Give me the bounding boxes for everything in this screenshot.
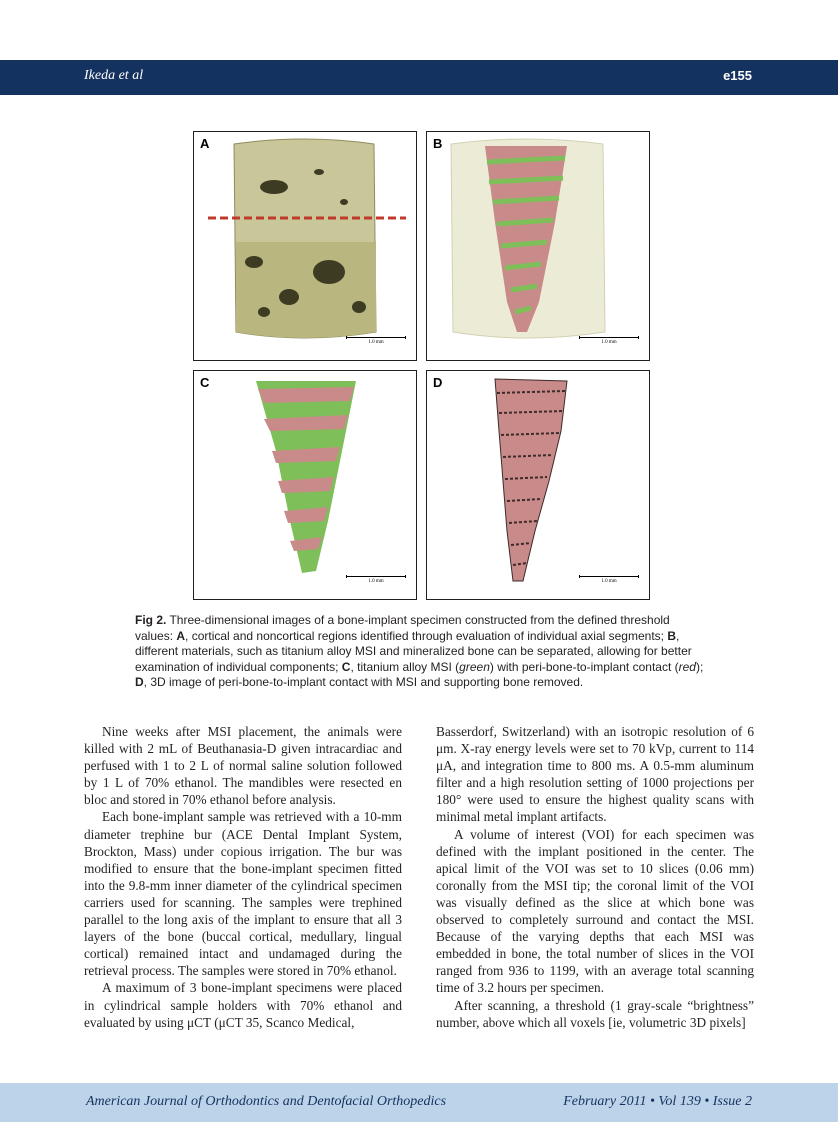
panel-letter: B — [433, 136, 443, 151]
figure-caption: Fig 2. Three-dimensional images of a bone-implant specimen constructed from the defined threshold values: A, cortical and noncortical regions identified through evaluation of individual axial segments; B, different materials, such as titanium alloy MSI and mineralized bone can be separated, allowing for better examination of individual components; C, titanium alloy MSI (green) with peri-bone-to-implant contact (red); D, 3D image of peri-bone-to-implant contact with MSI and supporting bone removed. — [135, 613, 704, 689]
separated-materials-image — [427, 132, 649, 360]
scale-bar-label: 1.0 mm — [601, 340, 617, 345]
running-footer — [0, 1083, 838, 1122]
body-column-left — [84, 723, 402, 1031]
paragraph: Each bone-implant sample was retrieved with a 10-mm diameter trephine bur (ACE Dental Implant System, Brockton, Mass) under copious irrigation. The bur was modified to ensure that the bone-implant specimen fitted into the 9.8-mm inner diameter of the cylindrical specimen carriers used for scanning. The samples were trephined parallel to the long axis of the implant to ensure that all 3 layers of the bone (buccal cortical, medullary, lingual cortical) remained intact and undamaged during the retrieval process. The samples were stored in 70% ethanol. — [84, 809, 402, 979]
scale-bar-label: 1.0 mm — [601, 579, 617, 584]
implant-contact-image — [194, 371, 416, 599]
scale-bar — [579, 575, 639, 589]
scale-bar — [346, 575, 406, 589]
figure-panel-b — [426, 131, 650, 361]
panel-letter: D — [433, 375, 443, 390]
bone-specimen-image — [194, 132, 416, 360]
peri-implant-contact-image — [427, 371, 649, 599]
figure-panel-a — [193, 131, 417, 361]
scale-bar-label: 1.0 mm — [368, 579, 384, 584]
scale-bar — [346, 336, 406, 350]
panel-letter: C — [200, 375, 210, 390]
running-header — [0, 60, 838, 95]
paragraph: A volume of interest (VOI) for each specimen was defined with the implant positioned in the center. The apical limit of the VOI was set to 10 slices (0.06 mm) coronally from the MSI tip; the coronal limit of the VOI was visually defined as the slice at which bone was observed to completely surround and contact the MSI. Because of the varying depths that each MSI was embedded in bone, the total number of slices in the VOI ranged from 936 to 1199, with an average total scanning time of 3.2 hours per specimen. — [436, 826, 754, 996]
journal-title: American Journal of Orthodontics and Dentofacial Orthopedics — [86, 1094, 447, 1109]
scale-bar — [579, 336, 639, 350]
page-number: e155 — [723, 68, 752, 83]
scale-bar-label: 1.0 mm — [368, 340, 384, 345]
body-column-right — [436, 723, 754, 1031]
figure-panel-d — [426, 370, 650, 600]
paragraph: After scanning, a threshold (1 gray-scale “brightness” number, above which all voxels [ie, volumetric 3D pixels] — [436, 997, 754, 1030]
paragraph: Basserdorf, Switzerland) with an isotropic resolution of 6 μm. X-ray energy levels were set to 70 kVp, current to 114 μA, and integration time to 800 ms. A 0.5-mm aluminum filter and a high resolution setting of 1000 projections per 180° were used to ensure the highest quality scans with minimal metal implant artifacts. — [436, 724, 754, 825]
panel-letter: A — [200, 136, 210, 151]
figure-panel-c — [193, 370, 417, 600]
paragraph: A maximum of 3 bone-implant specimens were placed in cylindrical sample holders with 70% ethanol and evaluated by using μCT (μCT 35, Scanco Medical, — [84, 980, 402, 1030]
caption-label: Fig 2. — [135, 613, 167, 627]
paragraph: Nine weeks after MSI placement, the animals were killed with 2 mL of Beuthanasia-D given intracardiac and perfused with 1 to 2 L of normal saline solution followed by 1 L of 70% ethanol. The mandibles were resected en bloc and stored in 70% ethanol before analysis. — [84, 724, 402, 808]
issue-info: February 2011 • Vol 139 • Issue 2 — [563, 1094, 752, 1109]
header-authors: Ikeda et al — [84, 68, 144, 83]
